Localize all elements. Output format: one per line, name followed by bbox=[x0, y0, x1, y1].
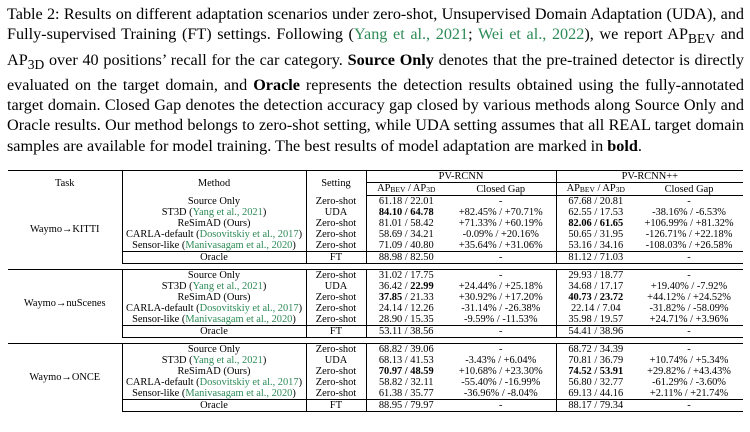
gap-cell: +35.64% / +31.06% bbox=[446, 240, 556, 252]
method-cell: ReSimAD (Ours) bbox=[122, 218, 306, 229]
ap-cell: 40.73 / 23.72 bbox=[568, 292, 624, 303]
block-waymo-once bbox=[8, 344, 743, 412]
header-ap: APBEV / AP3D bbox=[366, 183, 446, 196]
ap-cell: 81.12 / 71.03 bbox=[556, 252, 635, 264]
header-task: Task bbox=[8, 171, 122, 196]
ap-cell: 54.41 / 38.96 bbox=[556, 326, 635, 338]
setting-cell: UDA bbox=[306, 207, 366, 218]
header-closed-gap: Closed Gap bbox=[635, 183, 743, 196]
bold-term: Oracle bbox=[253, 76, 300, 95]
ap-cell: 88.17 / 79.34 bbox=[556, 400, 635, 412]
method-cell: ReSimAD (Ours) bbox=[122, 366, 306, 377]
ap-cell: 28.90 / 15.35 bbox=[378, 314, 434, 325]
gap-cell: +71.33% / +60.19% bbox=[446, 218, 556, 229]
setting-cell: Zero-shot bbox=[306, 270, 366, 282]
setting-cell: UDA bbox=[306, 355, 366, 366]
ap-cell: 58.69 / 34.21 bbox=[378, 229, 434, 240]
ap-cell: 88.95 / 79.97 bbox=[366, 400, 446, 412]
ap-cell: 70.97 / 48.59 bbox=[378, 366, 434, 377]
method-cell: CARLA-default (Dosovitskiy et al., 2017) bbox=[122, 377, 306, 388]
gap-cell: +19.40% / -7.92% bbox=[650, 281, 728, 292]
ap-cell: 34.68 / 17.17 bbox=[568, 281, 624, 292]
bold-term: Source Only bbox=[347, 50, 434, 69]
caption-text: and AP bbox=[7, 25, 744, 69]
caption-text: denotes that the pre-trained detector is directly evaluated on the target domain, and bbox=[7, 50, 744, 95]
ap-cell: 50.65 / 31.95 bbox=[568, 229, 624, 240]
gap-cell: -61.29% / -3.60% bbox=[652, 377, 726, 388]
ap-cell: 61.38 / 35.77 bbox=[378, 388, 434, 399]
ap-cell: 82.06 / 61.65 bbox=[568, 218, 624, 229]
header-ap: APBEV / AP3D bbox=[556, 183, 635, 196]
caption-text: represents the detection results obtained using the fully-annotated target domain. Closed Gap denotes the detection accuracy gap closed by various methods along Source Only and Oracle results. Our method belongs to zero-shot setting, while UDA setting assumes that all REAL target domain samples are available for model training. The best results of model adaptation are marked in bbox=[7, 76, 745, 155]
ap-cell: 70.81 / 36.79 bbox=[568, 355, 624, 366]
setting-cell: Zero-shot bbox=[306, 292, 366, 303]
gap-cell: +24.71% / +3.96% bbox=[649, 314, 729, 325]
citation-link[interactable]: Dosovitskiy et al., 2017 bbox=[199, 377, 299, 388]
ap-cell: 74.52 / 53.91 bbox=[568, 366, 624, 377]
setting-cell: Zero-shot bbox=[306, 218, 366, 229]
method-cell: Source Only bbox=[122, 344, 306, 356]
header-closed-gap: Closed Gap bbox=[446, 183, 556, 196]
method-cell: ST3D (Yang et al., 2021) bbox=[122, 355, 306, 366]
gap-cell: -9.59% / -11.53% bbox=[446, 314, 556, 326]
gap-cell: +29.82% / +43.43% bbox=[647, 366, 731, 377]
gap-cell: +30.92% / +17.20% bbox=[446, 292, 556, 303]
setting-cell: FT bbox=[306, 252, 366, 264]
results-table bbox=[8, 170, 743, 412]
caption-text: . bbox=[637, 136, 642, 155]
gap-cell: +44.12% / +24.52% bbox=[647, 292, 731, 303]
citation-link[interactable]: Manivasagam et al., 2020 bbox=[185, 240, 293, 251]
header-pv-rcnn-pp: PV-RCNN++ bbox=[556, 171, 743, 183]
gap-cell: - bbox=[635, 344, 743, 356]
citation-link[interactable]: Yang et al., 2021 bbox=[192, 207, 263, 218]
gap-cell: - bbox=[635, 400, 743, 412]
caption-text: ; bbox=[468, 25, 478, 44]
ap-cell: 35.98 / 19.57 bbox=[568, 314, 624, 325]
method-cell: Sensor-like (Manivasagam et al., 2020) bbox=[122, 314, 306, 326]
method-cell: CARLA-default (Dosovitskiy et al., 2017) bbox=[122, 229, 306, 240]
citation-link[interactable]: Dosovitskiy et al., 2017 bbox=[199, 303, 299, 314]
caption-label: Table 2: bbox=[7, 5, 60, 23]
gap-cell: - bbox=[446, 326, 556, 338]
bold-term: bold bbox=[607, 136, 638, 155]
ap-cell: 61.18 / 22.01 bbox=[378, 196, 434, 207]
gap-cell: - bbox=[446, 252, 556, 264]
ap-cell: 68.82 / 39.06 bbox=[366, 344, 446, 356]
citation-link[interactable]: Yang et al., 2021 bbox=[192, 355, 263, 366]
gap-cell: +10.74% / +5.34% bbox=[649, 355, 729, 366]
method-cell: Sensor-like (Manivasagam et al., 2020) bbox=[122, 388, 306, 400]
table-row bbox=[8, 270, 743, 282]
ap-cell: 69.13 / 44.16 bbox=[568, 388, 624, 399]
gap-cell: +24.44% / +25.18% bbox=[446, 281, 556, 292]
citation-link[interactable]: Yang et al., 2021 bbox=[353, 25, 469, 44]
setting-cell: Zero-shot bbox=[306, 229, 366, 240]
method-cell: Source Only bbox=[122, 196, 306, 208]
gap-cell: +10.68% / +23.30% bbox=[446, 366, 556, 377]
ap-cell: 31.02 / 17.75 bbox=[366, 270, 446, 282]
method-cell: Oracle bbox=[122, 252, 306, 264]
subscript: 3D bbox=[27, 56, 45, 72]
gap-cell: - bbox=[635, 252, 743, 264]
ap-cell: 67.68 / 20.81 bbox=[568, 196, 624, 207]
table-row bbox=[8, 344, 743, 356]
ap-cell: 37.85 / 21.33 bbox=[378, 292, 434, 303]
ap-cell: 62.55 / 17.53 bbox=[568, 207, 624, 218]
gap-cell: - bbox=[446, 400, 556, 412]
task-cell: Waymo→nuScenes bbox=[8, 270, 122, 338]
ap-cell: 81.01 / 58.42 bbox=[378, 218, 434, 229]
citation-link[interactable]: Manivasagam et al., 2020 bbox=[185, 314, 293, 325]
ap-cell: 36.42 / 22.99 bbox=[378, 281, 434, 292]
caption-text: ), we report AP bbox=[584, 25, 688, 44]
setting-cell: UDA bbox=[306, 281, 366, 292]
method-cell: Oracle bbox=[122, 326, 306, 338]
ap-cell: 68.13 / 41.53 bbox=[378, 355, 434, 366]
citation-link[interactable]: Yang et al., 2021 bbox=[192, 281, 263, 292]
setting-cell: Zero-shot bbox=[306, 314, 366, 326]
method-cell: ST3D (Yang et al., 2021) bbox=[122, 207, 306, 218]
gap-cell: +82.45% / +70.71% bbox=[446, 207, 556, 218]
caption-text: over 40 positions’ recall for the car category. bbox=[44, 50, 348, 69]
ap-cell: 53.11 / 38.56 bbox=[366, 326, 446, 338]
gap-cell: -36.96% / -8.04% bbox=[446, 388, 556, 400]
block-waymo-kitti bbox=[8, 196, 743, 270]
gap-cell: - bbox=[446, 344, 556, 356]
header-pv-rcnn: PV-RCNN bbox=[366, 171, 556, 183]
ap-cell: 58.82 / 32.11 bbox=[379, 377, 434, 388]
gap-cell: - bbox=[635, 326, 743, 338]
ap-cell: 88.98 / 82.50 bbox=[366, 252, 446, 264]
table-row bbox=[8, 196, 743, 208]
setting-cell: Zero-shot bbox=[306, 303, 366, 314]
gap-cell: -108.03% / +26.58% bbox=[645, 240, 733, 251]
ap-cell: 24.14 / 12.26 bbox=[378, 303, 434, 314]
method-cell: Sensor-like (Manivasagam et al., 2020) bbox=[122, 240, 306, 252]
gap-cell: -0.09% / +20.16% bbox=[446, 229, 556, 240]
subscript: BEV bbox=[688, 31, 715, 47]
ap-cell: 53.16 / 34.16 bbox=[568, 240, 624, 251]
gap-cell: - bbox=[635, 270, 743, 282]
caption-text: Results on different adaptation scenarios under zero-shot, Unsupervised Domain Adaptation (UDA), and Fully-supervised Training (FT) settings. Following ( bbox=[7, 5, 745, 44]
gap-cell: +106.99% / +81.32% bbox=[644, 218, 734, 229]
task-cell: Waymo→ONCE bbox=[8, 344, 122, 412]
ap-cell: 84.10 / 64.78 bbox=[378, 207, 434, 218]
gap-cell: -55.40% / -16.99% bbox=[446, 377, 556, 388]
table-caption bbox=[7, 4, 744, 156]
citation-link[interactable]: Manivasagam et al., 2020 bbox=[185, 388, 293, 399]
ap-cell: 56.80 / 32.77 bbox=[568, 377, 624, 388]
setting-cell: FT bbox=[306, 326, 366, 338]
header-setting: Setting bbox=[306, 171, 366, 196]
gap-cell: -3.43% / +6.04% bbox=[446, 355, 556, 366]
block-waymo-nuscenes bbox=[8, 270, 743, 344]
citation-link[interactable]: Dosovitskiy et al., 2017 bbox=[199, 229, 299, 240]
ap-cell: 22.14 / 7.04 bbox=[570, 303, 621, 314]
ap-cell: 29.93 / 18.77 bbox=[556, 270, 635, 282]
setting-cell: Zero-shot bbox=[306, 388, 366, 400]
setting-cell: Zero-shot bbox=[306, 377, 366, 388]
gap-cell: -38.16% / -6.53% bbox=[652, 207, 726, 218]
method-cell: ReSimAD (Ours) bbox=[122, 292, 306, 303]
setting-cell: Zero-shot bbox=[306, 240, 366, 252]
method-cell: Source Only bbox=[122, 270, 306, 282]
task-cell: Waymo→KITTI bbox=[8, 196, 122, 264]
ap-cell: 71.09 / 40.80 bbox=[378, 240, 434, 251]
setting-cell: Zero-shot bbox=[306, 196, 366, 208]
citation-link[interactable]: Wei et al., 2022 bbox=[477, 25, 585, 44]
gap-cell: -126.71% / +22.18% bbox=[645, 229, 733, 240]
header-method: Method bbox=[122, 171, 306, 196]
gap-cell: +2.11% / +21.74% bbox=[649, 388, 729, 399]
method-cell: Oracle bbox=[122, 400, 306, 412]
gap-cell: -31.82% / -58.09% bbox=[649, 303, 729, 314]
gap-cell: - bbox=[446, 196, 556, 208]
gap-cell: -31.14% / -26.38% bbox=[446, 303, 556, 314]
ap-cell: 68.72 / 34.39 bbox=[556, 344, 635, 356]
gap-cell: - bbox=[446, 270, 556, 282]
setting-cell: Zero-shot bbox=[306, 366, 366, 377]
method-cell: CARLA-default (Dosovitskiy et al., 2017) bbox=[122, 303, 306, 314]
gap-cell: - bbox=[687, 196, 691, 207]
setting-cell: Zero-shot bbox=[306, 344, 366, 356]
setting-cell: FT bbox=[306, 400, 366, 412]
method-cell: ST3D (Yang et al., 2021) bbox=[122, 281, 306, 292]
